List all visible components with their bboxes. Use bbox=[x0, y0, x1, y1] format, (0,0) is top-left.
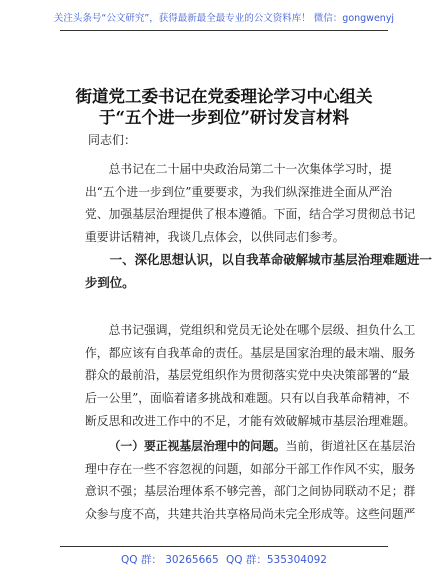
paragraph-line: 出“五个进一步到位”重要要求，为我们纵深推进全面从严治 bbox=[85, 184, 392, 199]
header-notice: 关注头条号“公文研究”，获得最新最全最专业的公文资料库！ 微信：gongwenyj bbox=[53, 13, 395, 24]
paragraph-line: 总书记在二十届中央政治局第二十一次集体学习时，提 bbox=[108, 162, 392, 176]
footer-divider bbox=[60, 546, 388, 547]
paragraph-line: 众参与度不高，共建共治共享格局尚未完全形成等。这些问题严 bbox=[85, 507, 416, 522]
paragraph-subsection-1 bbox=[85, 435, 416, 526]
paragraph-line: 后一公里”，面临着诸多挑战和难题。只有以自我革命精神，不 bbox=[85, 391, 410, 406]
header-divider bbox=[60, 30, 388, 31]
heading-line: 步到位。 bbox=[85, 274, 135, 290]
subsection-heading: （一）要正视基层治理中的问题。 bbox=[108, 439, 286, 453]
paragraph-line: 重要讲话精神，我谈几点体会，以供同志们参考。 bbox=[85, 230, 345, 245]
document-title-line-2: 于“五个进一步到位”研讨发言材料 bbox=[99, 108, 349, 127]
document-title-line-1: 街道党工委书记在党委理论学习中心组关 bbox=[75, 87, 373, 106]
heading-line: 一、深化思想认识，以自我革命破解城市基层治理难题进一 bbox=[109, 252, 432, 267]
paragraph-line: 意识不强；基层治理体系不够完善，部门之间协同联动不足；群 bbox=[85, 484, 416, 499]
paragraph-line: 作，都应该有自我革命的责任。基层是国家治理的最末端、服务 bbox=[85, 345, 416, 360]
greeting: 同志们： bbox=[88, 133, 137, 147]
footer-qq-group-2: QQ 群：535304092 bbox=[226, 554, 327, 566]
paragraph-line: 断反思和改进工作中的不足，才能有效破解城市基层治理难题。 bbox=[85, 413, 416, 428]
paragraph-line: 群众的最前沿，基层党组织作为贯彻落实党中央决策部署的“最 bbox=[85, 368, 410, 383]
footer-contact bbox=[0, 552, 448, 567]
paragraph-intro bbox=[85, 158, 416, 249]
paragraph-line: 总书记强调，党组织和党员无论处在哪个层级、担负什么工 bbox=[108, 323, 416, 337]
section-heading-1 bbox=[85, 249, 432, 294]
paragraph-line bbox=[85, 435, 416, 458]
paragraph-line: 党、加强基层治理提供了根本遵循。下面，结合学习贯彻总书记 bbox=[85, 207, 416, 222]
paragraph-text: 当前，街道社区在基层治 bbox=[285, 439, 416, 453]
footer-qq-group-1: QQ 群： 30265665 bbox=[121, 554, 219, 566]
paragraph-line: 理中存在一些不容忽视的问题，如部分干部工作作风不实，服务 bbox=[85, 461, 416, 476]
paragraph-section-1 bbox=[85, 319, 416, 433]
